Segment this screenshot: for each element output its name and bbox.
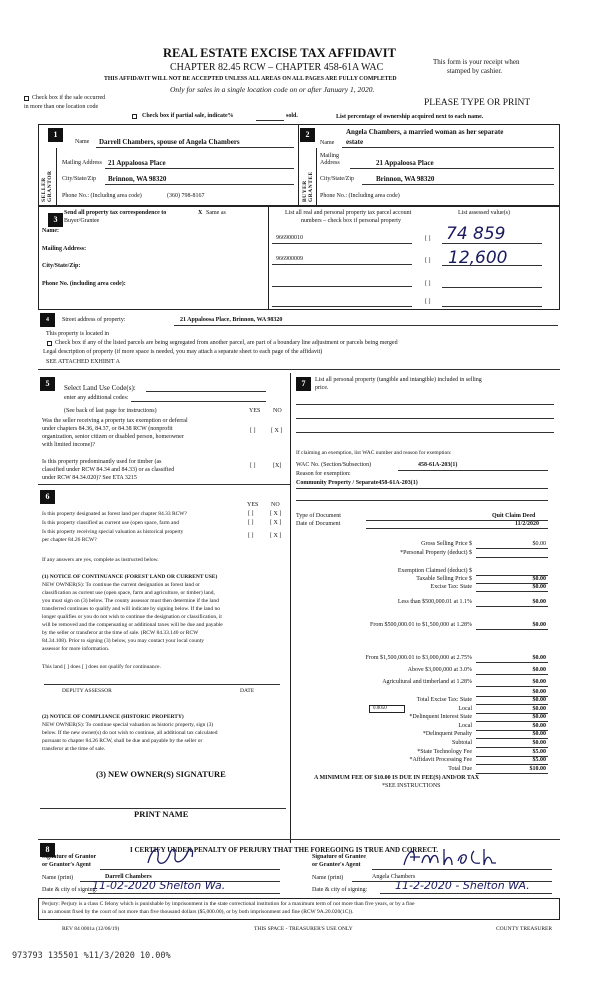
segregated-checkbox[interactable] <box>47 341 52 346</box>
treasurer-space-label: THIS SPACE - TREASURER'S USE ONLY <box>254 926 353 932</box>
seller-name: Darrell Chambers, spouse of Angela Chambers <box>99 138 240 146</box>
list-percentage-note: List percentage of ownership acquired next to each name. <box>336 114 484 120</box>
interest-local-value: $0.00 <box>532 723 546 729</box>
county-treasurer-label: COUNTY TREASURER <box>496 926 553 932</box>
wac-number: 458-61A-203(1) <box>418 462 458 468</box>
send-correspondence-x[interactable]: X <box>198 210 203 216</box>
exemption-reason: Community Property / Separate458-61A-203(1) <box>296 480 418 486</box>
buyer-phone-label: Phone No.: (Including area code) <box>320 193 400 199</box>
personal-property-checkbox[interactable]: [ ] <box>425 281 431 287</box>
affidavit-fee-label: *Affidavit Processing Fee <box>409 757 472 763</box>
section-6-number: 6 <box>40 490 55 504</box>
bracket-2-label: From $500,000.01 to $1,500,000 at 1.28% <box>370 622 472 628</box>
see-instructions: *SEE INSTRUCTIONS <box>382 783 441 789</box>
claiming-exemption-label: If claiming an exemption, list WAC number and reason for exemption: <box>296 450 452 456</box>
section-2-number: 2 <box>300 128 315 142</box>
s5-q2-no-checkbox[interactable]: [X] <box>273 463 282 469</box>
multi-location-checkbox[interactable] <box>24 96 29 101</box>
assessed-header: List assessed value(s) <box>458 210 510 216</box>
total-due-value: $10.00 <box>529 766 546 772</box>
gross-label: Gross Selling Price $ <box>421 541 472 547</box>
send-same-as: Same as <box>206 210 226 216</box>
grantor-signature-label: Signature of Grantor <box>42 854 97 860</box>
gross-value: $0.00 <box>532 541 546 547</box>
buyer-name-2: estate <box>346 138 364 146</box>
s5-q1-3: organization, senior citizen or disabled person, homeowner <box>42 434 184 440</box>
s6-q1-no-checkbox[interactable]: [ X ] <box>270 511 282 517</box>
historic-title: (2) NOTICE OF COMPLIANCE (HISTORIC PROPERTY) <box>42 714 184 720</box>
s5-q1-no-checkbox[interactable]: [ X ] <box>271 428 283 434</box>
certify-statement: I CERTIFY UNDER PENALTY OF PERJURY THAT THE FOREGOING IS TRUE AND CORRECT. <box>130 846 439 854</box>
grantee-date-city: 11-2-2020 - Shelton WA. <box>395 879 530 892</box>
parcel-number: 966900010 <box>276 235 303 241</box>
seller-mailing-label: Mailing Address <box>62 160 102 166</box>
s6-q3-yes-checkbox[interactable]: [ ] <box>248 533 254 539</box>
total-state-label: Total Excise Tax: State <box>416 697 472 703</box>
buyer-mailing-label: Mailing <box>320 153 339 159</box>
excise-state-value: $0.00 <box>532 584 546 590</box>
s5-q2-yes-checkbox[interactable]: [ ] <box>250 463 256 469</box>
multi-location-label: Check box if the sale occurred <box>32 95 106 101</box>
s6-yes-header: YES <box>247 502 259 508</box>
this-land-qualifies: This land [ ] does [ ] does not qualify for continuance. <box>42 664 161 670</box>
section-8-number: 8 <box>40 843 55 857</box>
section-5-number: 5 <box>40 377 55 391</box>
additional-codes-label: enter any additional codes: <box>64 395 129 401</box>
land-use-label: Select Land Use Code(s): <box>64 384 136 392</box>
total-state-value: $0.00 <box>532 697 546 703</box>
grantee-name-print-label: Name (print) <box>312 875 344 881</box>
send-buyer-grantee: Buyer/Grantee <box>64 218 100 224</box>
excise-state-label: Excise Tax: State <box>430 584 472 590</box>
new-owner-signature-label: (3) NEW OWNER(S) SIGNATURE <box>96 769 226 779</box>
affidavit-fee-value: $5.00 <box>532 757 546 763</box>
s6-q2-yes-checkbox[interactable]: [ ] <box>248 520 254 526</box>
legal-description: SEE ATTACHED EXHIBIT A <box>46 359 120 365</box>
grantee-name: Angela Chambers <box>372 874 416 880</box>
personal-property-checkbox[interactable]: [ ] <box>425 258 431 264</box>
s6-if-yes: If any answers are yes, complete as instructed below. <box>42 557 159 563</box>
please-type: PLEASE TYPE OR PRINT <box>424 98 531 108</box>
sold-label: sold. <box>286 113 298 119</box>
section-7-number: 7 <box>296 377 311 391</box>
form-chapter: CHAPTER 82.45 RCW – CHAPTER 458-61A WAC <box>170 62 384 73</box>
partial-sale-label: Check box if partial sale, indicate% <box>142 113 234 119</box>
bracket-3-label: From $1,500,000.01 to $3,000,000 at 2.75% <box>365 655 472 661</box>
agricultural-value: $0.00 <box>532 679 546 685</box>
seller-phone-label: Phone No.: (Including area code) <box>62 193 142 199</box>
treasurer-stamp: 973793 135501 %11/3/2020 10.00% <box>12 951 171 961</box>
seller-name-label: Name <box>75 139 90 145</box>
assessor-date-label: DATE <box>240 688 255 694</box>
seller-city-label: City/State/Zip <box>62 176 96 182</box>
s5-q2-3: under RCW 84.34.020)? See ETA 3215 <box>42 475 137 481</box>
receipt-note: This form is your receipt when <box>433 58 520 66</box>
s5-q2-2: classified under RCW 84.34 and 84.33) or as classified <box>42 467 175 473</box>
bracket-4-value: $0.00 <box>532 667 546 673</box>
penalty-label: *Delinquent Penalty <box>422 731 472 737</box>
section-1-number: 1 <box>48 128 63 142</box>
s6-q3: Is this property receiving special valuation as historical property <box>42 529 184 535</box>
partial-sale-checkbox[interactable] <box>132 114 137 119</box>
grantor-date-city-label: Date & city of signing: <box>42 887 98 893</box>
grantor-name: Darrell Chambers <box>105 874 152 880</box>
s3-city-label: City/State/Zip: <box>42 263 81 269</box>
assessed-value: 12,600 <box>448 248 508 268</box>
taxable-value: $0.00 <box>532 576 546 582</box>
print-name-label: PRINT NAME <box>134 809 189 819</box>
continuance-title: (1) NOTICE OF CONTINUANCE (FOREST LAND OR CURRENT USE) <box>42 574 218 580</box>
revision-label: REV 84 0001a (12/06/19) <box>62 926 120 932</box>
personal-property-checkbox[interactable]: [ ] <box>425 236 431 242</box>
blank-value: $0.00 <box>532 689 546 695</box>
multi-location-label-2: in more than one location code <box>24 104 99 110</box>
form-title: REAL ESTATE EXCISE TAX AFFIDAVIT <box>163 46 396 60</box>
segregated-label: Check box if any of the listed parcels are being segregated from another parcel, are part of a boundary line adjustment or parcels being merged <box>55 340 398 346</box>
s6-q1: Is this property designated as forest land per chapter 84.33 RCW? <box>42 511 187 517</box>
s6-q2: Is this property classified as current use (open space, farm and <box>42 520 179 526</box>
s5-q1-yes-checkbox[interactable]: [ ] <box>250 428 256 434</box>
assessed-value: 74 859 <box>446 224 506 244</box>
grantee-signature-label: Signature of Grantee <box>312 854 366 860</box>
grantor-signature <box>142 843 202 871</box>
seller-mailing: 21 Appaloosa Place <box>108 159 166 167</box>
buyer-mailing: 21 Appaloosa Place <box>376 159 434 167</box>
subtotal-value: $0.00 <box>532 740 546 746</box>
subtotal-label: Subtotal <box>451 740 472 746</box>
interest-local-label: Local <box>458 723 472 729</box>
seller-city: Brinnon, WA 98320 <box>108 175 167 183</box>
total-due-label: Total Due <box>448 766 472 772</box>
taxable-label: Taxable Selling Price $ <box>416 576 472 582</box>
send-correspondence-label: Send all property tax correspondence to <box>64 210 167 216</box>
s6-no-header: NO <box>271 502 280 508</box>
s5-q1-2: under chapters 84.36, 84.37, or 84.38 RCW (nonprofit <box>42 426 173 432</box>
buyer-city: Brinnon, WA 98320 <box>376 175 435 183</box>
parcel-header-2: numbers – check box if personal property <box>301 218 401 224</box>
s5-yes-header: YES <box>249 408 261 414</box>
s3-mailing-label: Mailing Address: <box>42 246 87 252</box>
s6-q3-no-checkbox[interactable]: [ X ] <box>270 533 282 539</box>
property-located: This property is located in <box>46 331 109 337</box>
s5-q2: Is this property predominantly used for timber (as <box>42 459 162 465</box>
s3-name-label: Name: <box>42 228 59 234</box>
buyer-mailing-label-2: Address <box>320 160 340 166</box>
street-address-label: Street address of property: <box>62 317 126 323</box>
receipt-note-2: stamped by cashier. <box>447 67 503 75</box>
see-back: (See back of last page for instructions) <box>64 408 157 414</box>
exemption-deduct-label: Exemption Claimed (deduct) $ <box>397 568 472 574</box>
section-4-number: 4 <box>40 313 55 327</box>
buyer-name: Angela Chambers, a married woman as her separate <box>346 128 504 136</box>
s6-q1-yes-checkbox[interactable]: [ ] <box>248 511 254 517</box>
grantor-date-city: 11-02-2020 Shelton Wa. <box>92 879 226 892</box>
grantor-name-print-label: Name (print) <box>42 875 74 881</box>
agricultural-label: Agricultural and timberland at 1.28% <box>382 679 472 685</box>
deputy-assessor-label: DEPUTY ASSESSOR <box>62 688 112 694</box>
section-3-number: 3 <box>48 213 63 227</box>
personal-property-label: List all personal property (tangible and intangible) included in selling <box>315 377 482 383</box>
s3-phone-label: Phone No. (including area code): <box>42 281 126 287</box>
perjury-text: Perjury: Perjury is a class C felony which is punishable by imprisonment in the state correctional institution for a maximum term of not more than five years, or by a fine <box>42 901 415 907</box>
penalty-value: $0.00 <box>532 731 546 737</box>
local-value: $0.00 <box>532 706 546 712</box>
bracket-4-label: Above $3,000,000 at 3.0% <box>407 667 472 673</box>
bracket-1-value: $0.00 <box>532 599 546 605</box>
local-label: Local <box>458 706 472 712</box>
grantor-signature-label-2: or Grantor's Agent <box>42 862 91 868</box>
local-rate: 0.0050 <box>373 706 387 711</box>
seller-side-label: SELLER GRANTOR <box>41 170 53 202</box>
parcel-header: List all real and personal property tax parcel account <box>285 210 412 216</box>
doc-date-label: Date of Document <box>296 521 341 527</box>
reason-label: Reason for exemption: <box>296 471 351 477</box>
personal-property-checkbox[interactable]: [ ] <box>425 299 431 305</box>
s5-q1: Was the seller receiving a property tax exemption or deferral <box>42 418 188 424</box>
bracket-2-value: $0.00 <box>532 622 546 628</box>
bracket-1-label: Less than $500,000.01 at 1.1% <box>397 599 472 605</box>
personal-property-label-2: price. <box>315 385 329 391</box>
street-address: 21 Appaloosa Place, Brinnon, WA 98320 <box>180 317 283 323</box>
minimum-fee-note: A MINIMUM FEE OF $10.00 IS DUE IN FEE(S) AND/OR TAX <box>314 775 480 781</box>
seller-phone: (360) 798-8167 <box>167 193 205 199</box>
interest-state-value: $0.00 <box>532 714 546 720</box>
tech-fee-value: $5.00 <box>532 749 546 755</box>
s5-q1-4: with limited income)? <box>42 442 95 448</box>
form-only-for: Only for sales in a single location code on or after January 1, 2020. <box>170 85 375 94</box>
buyer-city-label: City/State/Zip <box>320 176 354 182</box>
doc-type-label: Type of Document <box>296 513 341 519</box>
form-warning: THIS AFFIDAVIT WILL NOT BE ACCEPTED UNLESS ALL AREAS ON ALL PAGES ARE FULLY COMPLETED <box>104 76 397 82</box>
doc-type: Quit Claim Deed <box>492 513 536 519</box>
doc-date: 11/2/2020 <box>515 521 540 527</box>
s5-no-header: NO <box>273 408 282 414</box>
buyer-side-label: BUYER GRANTEE <box>302 171 314 202</box>
s6-q3-2: per chapter 84.26 RCW? <box>42 537 97 543</box>
s6-q2-no-checkbox[interactable]: [ X ] <box>270 520 282 526</box>
parcel-number: 966900009 <box>276 256 303 262</box>
tech-fee-label: *State Technology Fee <box>417 749 472 755</box>
bracket-3-value: $0.00 <box>532 655 546 661</box>
personal-deduct-label: *Personal Property (deduct) $ <box>400 550 472 556</box>
grantee-date-city-label: Date & city of signing: <box>312 887 368 893</box>
grantee-signature <box>400 843 500 871</box>
legal-description-label: Legal description of property (if more space is needed, you may attach a separate sheet to each page of the affidavit) <box>43 349 323 355</box>
perjury-text-2: in an amount fixed by the court of not more than five thousand dollars ($5,000.00), or by both imprisonment and fine (RCW 9A.20.020(1C)). <box>42 909 354 915</box>
buyer-name-label: Name <box>320 140 335 146</box>
wac-label: WAC No. (Section/Subsection) <box>296 462 372 468</box>
interest-state-label: *Delinquent Interest State <box>409 714 472 720</box>
grantee-signature-label-2: or Grantee's Agent <box>312 862 361 868</box>
